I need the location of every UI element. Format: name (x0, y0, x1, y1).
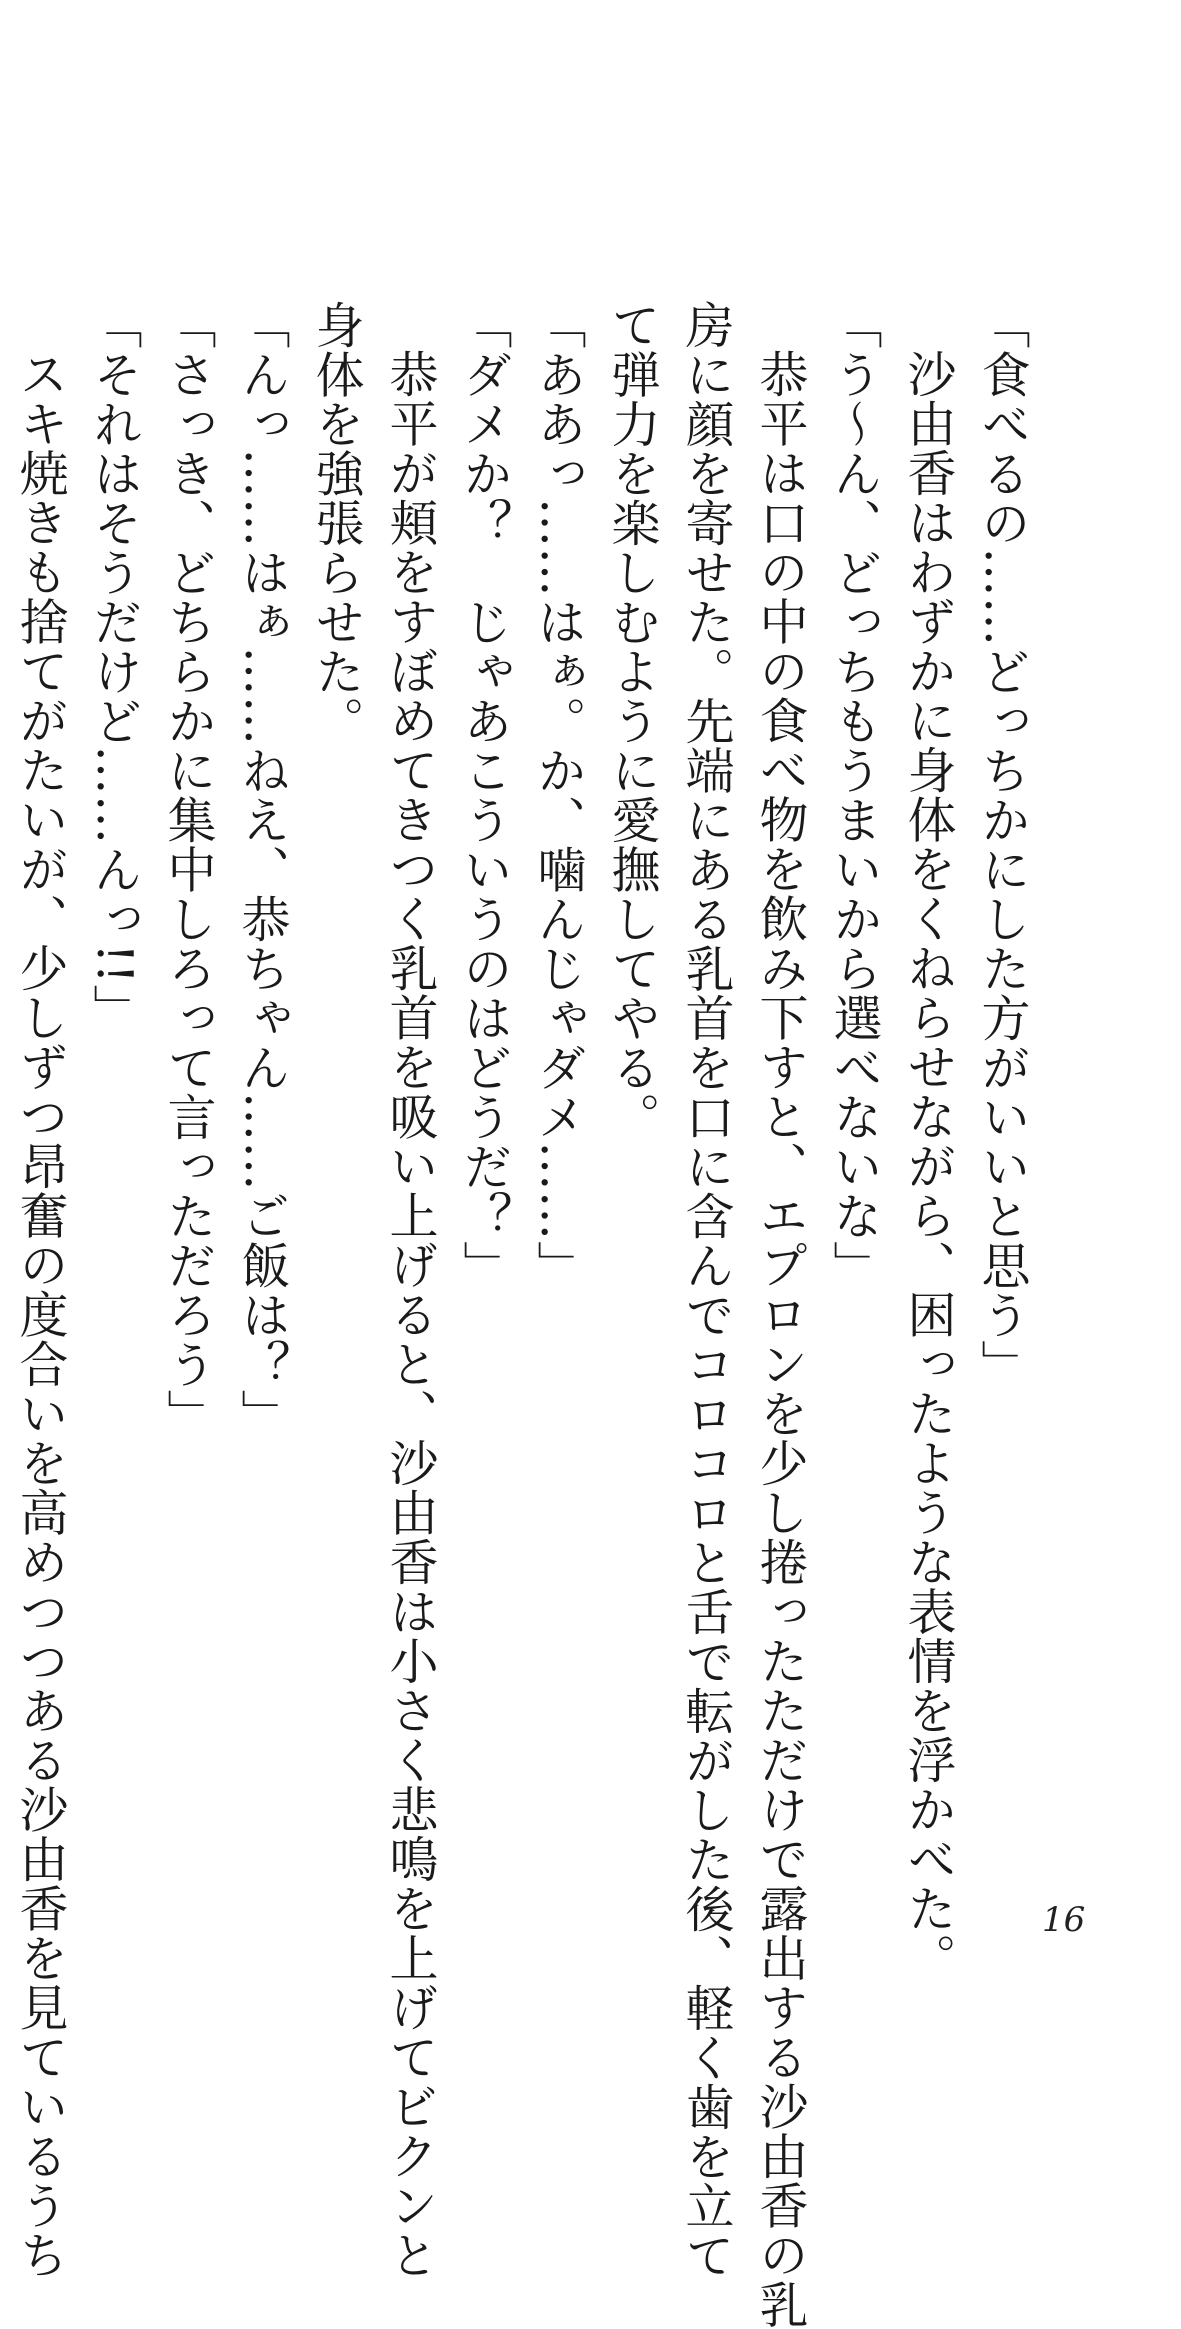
text-line: 沙由香はわずかに身体をくねらせながら、困ったような表情を浮かべた。 (900, 349, 957, 1983)
vertical-text-block (12, 300, 1039, 2329)
text-line: 「ダメか？ じゃあこういうのはどうだ？」 (456, 300, 513, 1290)
text-line: 恭平は口の中の食べ物を飲み下すと、エプロンを少し捲ったただけで露出する沙由香の乳 (752, 349, 809, 2329)
text-line: 「さっき、どちらかに集中しろって言っただろう」 (160, 300, 217, 1439)
page-number: 16 (1042, 1900, 1086, 1940)
text-line: 「んっ……はぁ……ねえ、恭ちゃん……ご飯は？」 (234, 300, 291, 1439)
text-line: 「ああっ……はぁ。か、噛んじゃダメ……」 (530, 300, 587, 1290)
text-line: 「う〜ん、どっちもうまいから選べないな」 (826, 300, 883, 1290)
text-line: 「食べるの……どっちかにした方がいいと思う」 (974, 300, 1031, 1389)
text-line: 「それはそうだけど……んっ!!」 (86, 300, 143, 1034)
text-line: スキ焼きも捨てがたいが、少しずつ昂奮の度合いを高めつつある沙由香を見ているうち (12, 349, 69, 2280)
text-line: 身体を強張らせた。 (308, 300, 365, 746)
text-line: 恭平が頬をすぼめてきつく乳首を吸い上げると、沙由香は小さく悲鳴を上げてビクンと (382, 349, 439, 2280)
text-line: て弾力を楽しむように愛撫してやる。 (604, 300, 661, 1142)
text-line: 房に顔を寄せた。先端にある乳首を口に含んでコロコロと舌で転がした後、軽く歯を立て (678, 300, 735, 2280)
